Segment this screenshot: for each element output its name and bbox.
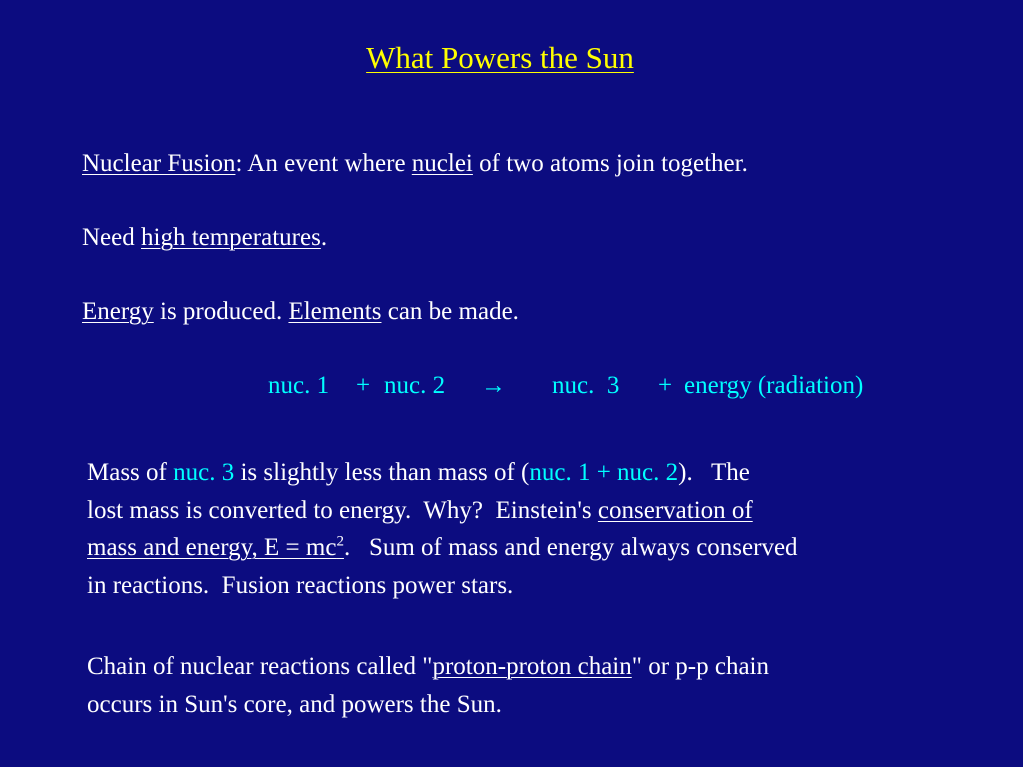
paragraph-line: in reactions. Fusion reactions power stars. (87, 571, 514, 599)
energy-term[interactable]: Energy (82, 298, 154, 325)
elements-term[interactable]: Elements (288, 298, 382, 325)
paragraph-line (87, 454, 798, 492)
high-temperatures-term[interactable]: high temperatures (141, 224, 321, 251)
temperature-line-tail: . (320, 224, 328, 251)
temperature-line-text: Need (82, 224, 141, 251)
fusion-definition-tail: of two atoms join together. (472, 150, 748, 177)
nuc12-highlight: nuc. 1 + nuc. 2 (529, 459, 679, 486)
pp-chain-paragraph (87, 648, 769, 723)
para1-text: Mass of (87, 459, 174, 486)
nuclear-fusion-term[interactable]: Nuclear Fusion (82, 150, 236, 177)
temperature-line (82, 223, 327, 253)
energy-line-text: is produced. (153, 298, 289, 325)
mass-energy-link[interactable] (87, 534, 344, 561)
paragraph-line (87, 529, 798, 567)
conservation-link[interactable]: conservation of (597, 496, 753, 524)
mass-energy-paragraph (87, 454, 798, 604)
equation-arrow: → (481, 372, 506, 399)
nuc3-highlight: nuc. 3 (173, 459, 235, 486)
fusion-definition-line (82, 149, 748, 179)
para2-text: " or p-p chain (631, 653, 769, 680)
para1-text: . Sum of mass and energy always conserved (343, 534, 798, 561)
energy-line (82, 297, 519, 327)
equation-nuc1: nuc. 1 (268, 372, 330, 399)
mass-energy-link-text: mass and energy, E = mc (87, 534, 337, 561)
equation-plus-1: + (356, 372, 371, 399)
slide-title: What Powers the Sun (366, 40, 634, 75)
equation-nuc2: nuc. 2 (384, 372, 446, 399)
equation-nuc3: nuc. 3 (552, 372, 620, 399)
proton-proton-chain-link[interactable]: proton-proton chain (432, 653, 632, 680)
nuclei-term[interactable]: nuclei (411, 150, 473, 177)
equation-energy: energy (radiation) (684, 372, 864, 399)
squared-superscript: 2 (336, 533, 344, 550)
para1-text: is slightly less than mass of ( (234, 459, 530, 486)
fusion-definition-text: : An event where (235, 150, 412, 177)
paragraph-line (87, 648, 769, 686)
paragraph-line: occurs in Sun's core, and powers the Sun. (87, 690, 502, 718)
paragraph-line (87, 492, 798, 530)
para2-text: Chain of nuclear reactions called " (87, 653, 433, 680)
energy-line-tail: can be made. (381, 298, 519, 325)
equation-plus-2: + (658, 372, 673, 399)
para1-text: ). The (678, 459, 750, 486)
para1-text: lost mass is converted to energy. Why? Einstein's (87, 496, 598, 524)
